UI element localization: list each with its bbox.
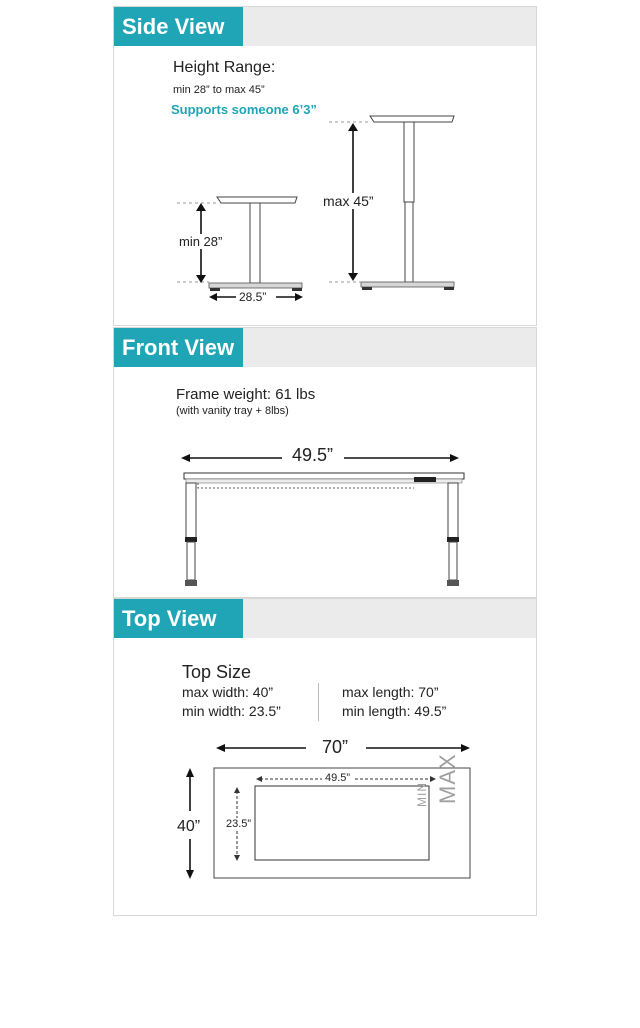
min-tag: MIN — [415, 782, 429, 807]
supports-text: Supports someone 6’3” — [171, 102, 317, 117]
min-top-outline — [255, 786, 429, 860]
max-width-text: max width: 40” — [182, 684, 274, 700]
top-view-panel — [113, 598, 537, 916]
side-view-panel — [113, 6, 537, 326]
desk-frame-front — [184, 473, 464, 586]
max-length-text: max length: 70” — [342, 684, 439, 700]
top-view-drawing — [114, 599, 538, 917]
max-height-label: max 45” — [323, 193, 374, 209]
min-height-label: min 28” — [179, 234, 223, 249]
depth-label: 28.5” — [239, 290, 267, 304]
inner-width-label: 23.5” — [226, 818, 252, 830]
inner-length-label: 49.5” — [322, 772, 353, 784]
side-view-drawing — [114, 7, 538, 327]
min-width-text: min width: 23.5” — [182, 703, 281, 719]
min-length-text: min length: 49.5” — [342, 703, 447, 719]
top-view-title: Top View — [114, 599, 243, 638]
vanity-note: (with vanity tray + 8lbs) — [176, 405, 289, 417]
top-size-label: Top Size — [182, 662, 252, 682]
max-tag: MAX — [435, 753, 460, 804]
top-width-label: 40” — [177, 818, 201, 835]
frame-weight: Frame weight: 61 lbs — [176, 386, 316, 403]
height-range-text: min 28” to max 45” — [173, 84, 265, 96]
front-view-panel — [113, 327, 537, 598]
front-width-label: 49.5” — [292, 445, 334, 465]
top-length-label: 70” — [322, 737, 349, 757]
front-view-title: Front View — [114, 328, 243, 367]
height-range-label: Height Range: — [173, 59, 276, 76]
side-view-title: Side View — [114, 7, 243, 46]
